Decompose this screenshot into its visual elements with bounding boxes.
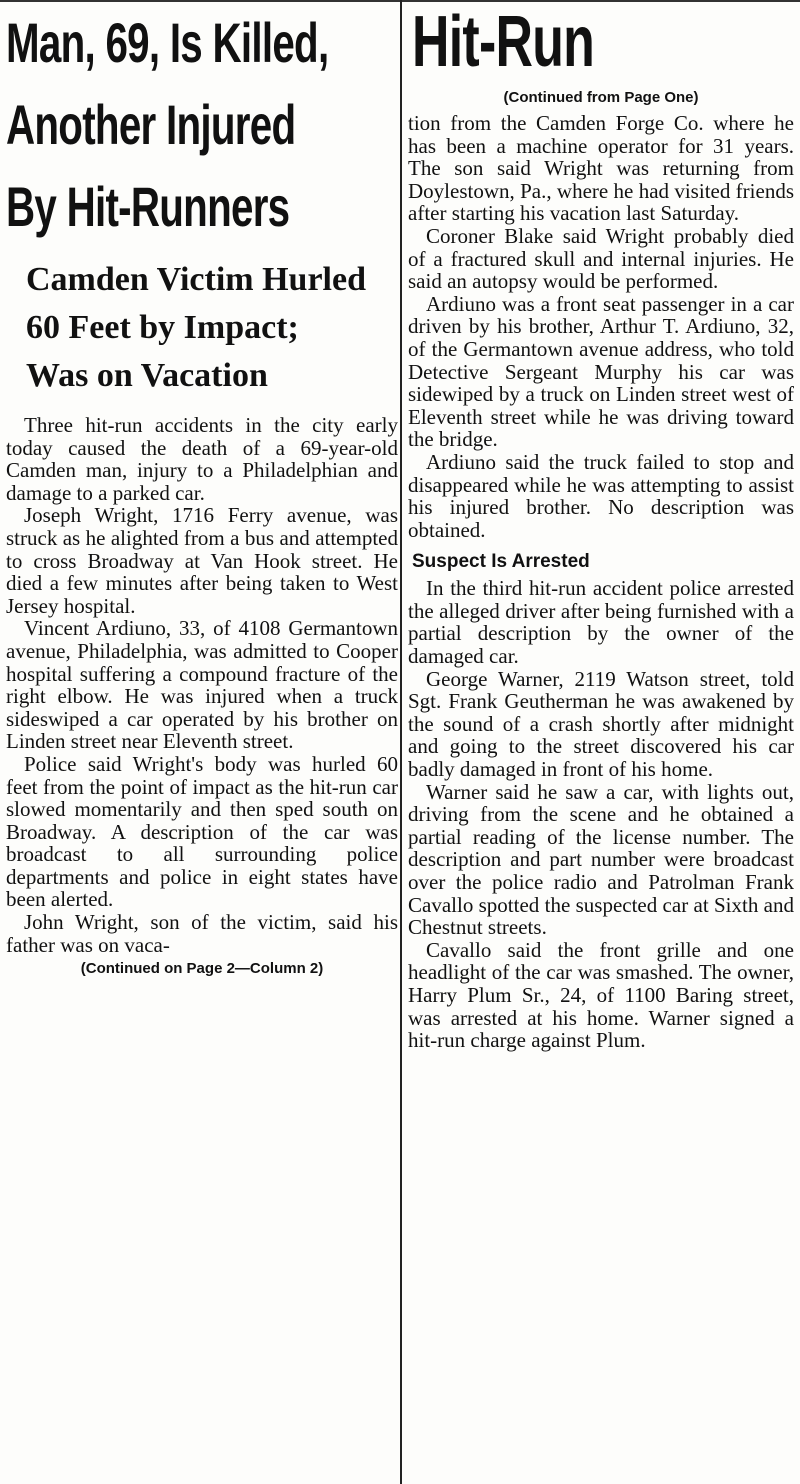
paragraph: Joseph Wright, 1716 Ferry avenue, was struck as he alighted from a bus and attempted to cross Broadway at Van Hook street. He died a few minutes after being taken to West Jersey hospital.	[6, 503, 398, 618]
paragraph: Vincent Ardiuno, 33, of 4108 Germantown avenue, Philadelphia, was admitted to Cooper hospital suffering a compound fracture of the right elbow. He was injured when a truck sideswiped a car operated by his brother on Linden street near Eleventh street.	[6, 616, 398, 754]
deck-line: Was on Vacation	[26, 357, 268, 394]
subheading: Suspect Is Arrested	[412, 551, 590, 573]
deck-line: 60 Feet by Impact;	[26, 309, 299, 346]
deck-headline	[6, 256, 398, 400]
paragraph: Warner said he saw a car, with lights out, driving from the scene and he obtained a partial reading of the license number. The description and part number were broadcast over the police radio and Patrolman Frank Cavallo spotted the suspected car at Sixth and Chestnut streets.	[408, 779, 794, 940]
continued-from-line: (Continued from Page One)	[503, 89, 699, 106]
right-column	[408, 0, 794, 1052]
article-body-continued	[408, 112, 794, 541]
column-rule	[400, 0, 402, 1484]
jump-headline: Hit-Run	[412, 2, 595, 82]
main-headline	[6, 4, 398, 246]
paragraph: George Warner, 2119 Watson street, told Sgt. Frank Geutherman he was awakened by the sound of a crash shortly after midnight and going to the street discovered his car badly damaged in front of his home.	[408, 666, 794, 782]
article-body-section	[408, 577, 794, 1051]
paragraph: Ardiuno was a front seat passenger in a car driven by his brother, Arthur T. Ardiuno, 32, of the Germantown avenue address, who told Detective Sergeant Murphy his car was sidewiped by a truck on Linden street west of Eleventh street while he was driving toward the bridge.	[408, 291, 794, 452]
headline-line: By Hit-Runners	[6, 175, 290, 238]
headline-line: Man, 69, Is Killed,	[6, 11, 329, 74]
article-body	[6, 414, 398, 956]
paragraph: John Wright, son of the victim, said his father was on vaca-	[6, 910, 398, 957]
paragraph: Coroner Blake said Wright probably died of a fractured skull and internal injuries. He said an autopsy would be performed.	[408, 223, 794, 294]
deck-line: Camden Victim Hurled	[26, 261, 366, 298]
paragraph: In the third hit-run accident police arrested the alleged driver after being furnished with a partial description by the owner of the damaged car.	[408, 576, 794, 669]
continued-on-line: (Continued on Page 2—Column 2)	[80, 960, 324, 978]
paragraph: Three hit-run accidents in the city early today caused the death of a 69-year-old Camden man, injury to a Philadelphian and damage to a parked car.	[6, 413, 398, 505]
paragraph: Police said Wright's body was hurled 60 feet from the point of impact as the hit-run car slowed momentarily and then sped south on Broadway. A description of the car was broadcast to all surrounding police departments and police in eight states have been alerted.	[6, 751, 398, 912]
headline-line: Another Injured	[6, 93, 296, 156]
paragraph: tion from the Camden Forge Co. where he has been a machine operator for 31 years. The son said Wright was returning from Doylestown, Pa., where he had visited friends after starting his vacation last Saturday.	[408, 111, 794, 226]
paragraph: Ardiuno said the truck failed to stop and disappeared while he was attempting to assist his injured brother. No description was obtained.	[408, 449, 794, 542]
paragraph: Cavallo said the front grille and one headlight of the car was smashed. The owner, Harry Plum Sr., 24, of 1100 Baring street, was arrested at his home. Warner signed a hit-run charge against Plum.	[408, 937, 794, 1053]
left-column	[6, 0, 398, 979]
